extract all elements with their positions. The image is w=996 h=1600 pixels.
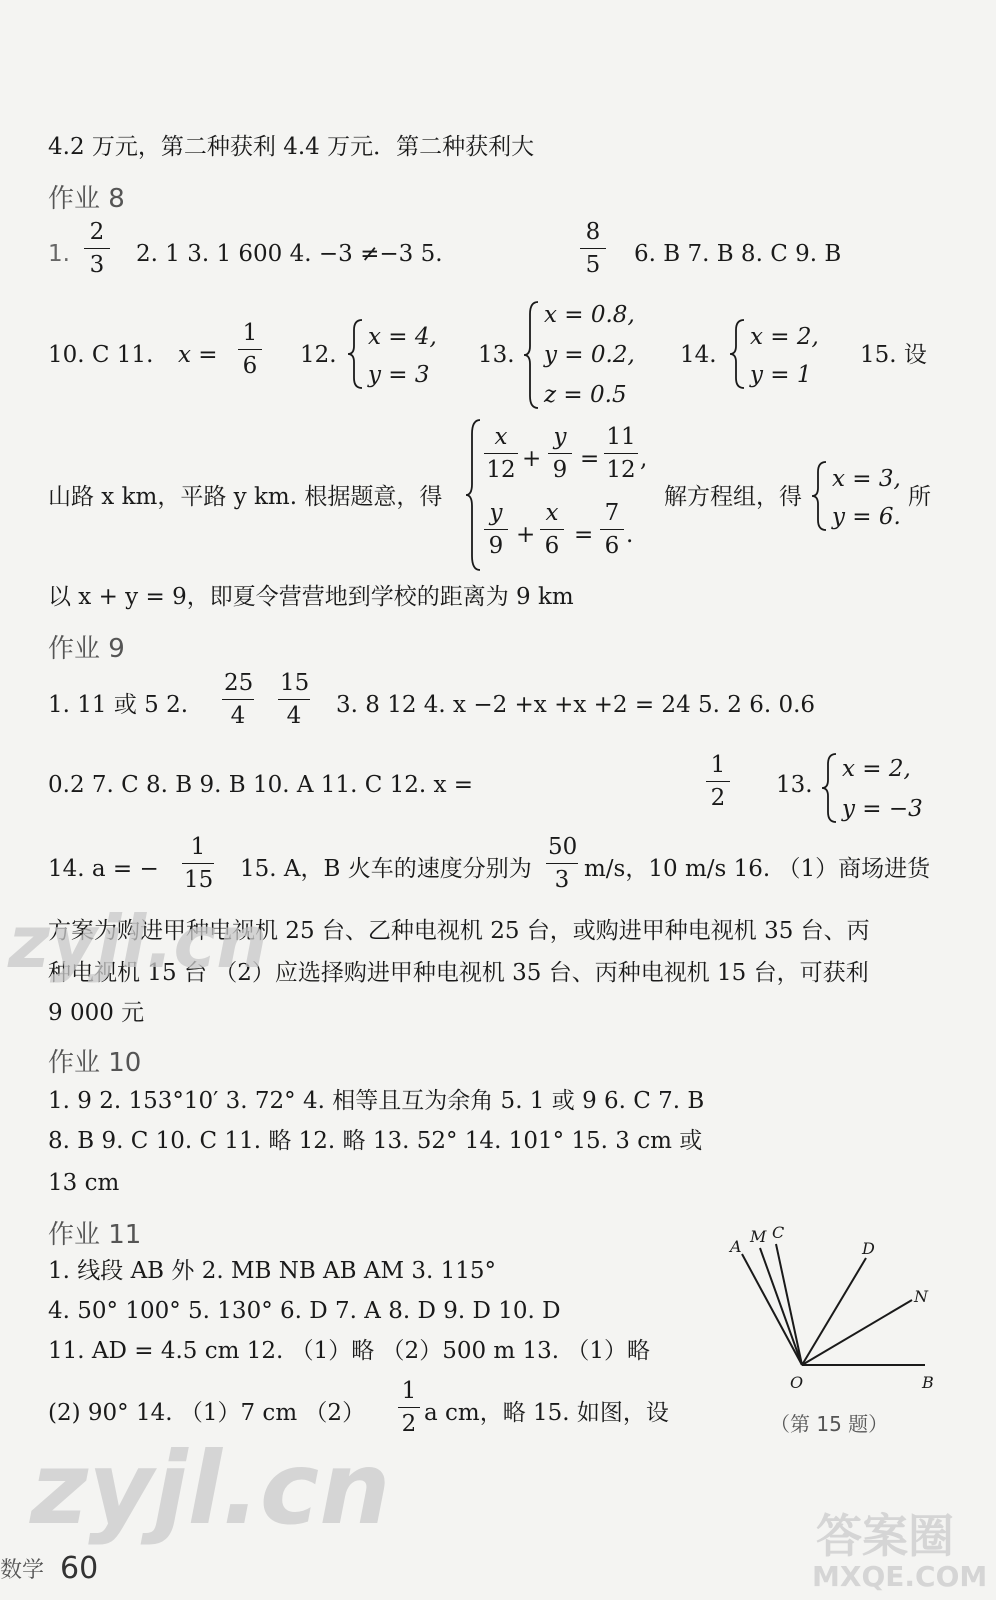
hw9-line3-start: 14. a = − xyxy=(48,856,159,882)
fraction: 15 4 xyxy=(280,670,310,729)
hw8-line2-end: 15. 设 xyxy=(860,342,927,368)
section-title-hw10: 作业 10 xyxy=(48,1048,142,1078)
hw11-line4-end: a cm，略 15. 如图，设 xyxy=(424,1400,669,1426)
hw8-line1-start: 1. xyxy=(48,241,70,267)
brace-icon xyxy=(810,460,830,532)
label-N: N xyxy=(914,1287,928,1306)
equation-text: x = xyxy=(178,342,218,368)
hw10-line1: 1. 9 2. 153°10′ 3. 72° 4. 相等且互为余角 5. 1 或 9 6. C 7. B xyxy=(48,1088,705,1114)
page-number: 60 xyxy=(60,1551,99,1586)
brace-icon xyxy=(728,318,748,390)
hw11-line4-start: (2) 90° 14. （1）7 cm （2） xyxy=(48,1400,366,1426)
hw9-line6: 9 000 元 xyxy=(48,1000,145,1026)
ray-OD xyxy=(802,1258,866,1365)
brace-icon xyxy=(820,752,840,824)
hw10-line3: 13 cm xyxy=(48,1170,120,1196)
hw11-line2: 4. 50° 100° 5. 130° 6. D 7. A 8. D 9. D 10. D xyxy=(48,1298,561,1324)
system-row: z = 0.5 xyxy=(544,382,627,408)
hw9-line1-start: 1. 11 或 5 2. xyxy=(48,692,189,718)
system-row: y = 6. xyxy=(832,504,901,530)
system-row: x = 3, xyxy=(832,466,901,492)
hw8-line1-end: 6. B 7. B 8. C 9. B xyxy=(634,241,842,267)
label-B: B xyxy=(922,1373,934,1392)
hw9-line5: 种电视机 15 台 （2）应选择购进甲种电视机 35 台、丙种电视机 15 台，可获利 xyxy=(48,960,869,986)
system-row: x = 2, xyxy=(750,324,819,350)
fraction: 2 3 xyxy=(84,221,110,277)
hw9-line2-start: 0.2 7. C 8. B 9. B 10. A 11. C 12. x = xyxy=(48,772,474,798)
system-row: x = 0.8, xyxy=(544,302,635,328)
hw8-line1-mid: 2. 1 3. 1 600 4. −3 ≠−3 5. xyxy=(136,241,443,267)
section-title-hw11: 作业 11 xyxy=(48,1220,142,1250)
watermark: zyjl.cn xyxy=(8,900,268,984)
system-row: x = 2, xyxy=(842,756,911,782)
fraction: 1 2 xyxy=(398,1380,420,1436)
fraction: 25 4 xyxy=(224,670,254,729)
brace-icon xyxy=(346,318,366,390)
brace-icon xyxy=(464,418,484,572)
top-line: 4.2 万元，第二种获利 4.4 万元．第二种获利大 xyxy=(48,134,535,160)
fraction: 1 6 xyxy=(238,322,262,378)
system-row: y = 3 xyxy=(368,362,430,388)
question-number: 13. xyxy=(478,342,515,368)
hw9-line3-mid: 15. A，B 火车的速度分别为 xyxy=(240,856,532,882)
equation-system: x 12 + y 9 = 11 12 , y 9 + x 6 = 7 6 . xyxy=(464,418,664,578)
fraction: 50 3 xyxy=(548,834,578,893)
hw11-line1: 1. 线段 AB 外 2. MB NB AB AM 3. 115° xyxy=(48,1258,497,1284)
brace-icon xyxy=(522,300,542,410)
hw8-line3-text: 所 xyxy=(908,484,931,510)
hw9-line4: 方案为购进甲种电视机 25 台、乙种电视机 25 台，或购进甲种电视机 35 台、丙 xyxy=(48,918,870,944)
section-title-hw8: 作业 8 xyxy=(48,184,125,214)
label-C: C xyxy=(772,1223,785,1242)
fraction: 1 15 xyxy=(184,834,214,893)
hw8-line3-text: 山路 x km，平路 y km. 根据题意，得 xyxy=(48,484,443,510)
label-M: M xyxy=(750,1227,767,1246)
ray-ON xyxy=(802,1300,912,1365)
hw8-line2-start: 10. C 11. xyxy=(48,342,154,368)
figure-caption: （第 15 题） xyxy=(770,1412,889,1436)
hw8-line3-text: 解方程组，得 xyxy=(664,484,802,510)
fraction: 8 5 xyxy=(580,221,606,277)
fraction: 1 2 xyxy=(706,754,730,810)
system-row: x = 4, xyxy=(368,324,437,350)
system-row: y = 0.2, xyxy=(544,342,635,368)
label-D: D xyxy=(862,1239,875,1258)
watermark: zyjl.cn xyxy=(30,1430,391,1547)
footer-subject: 数学 xyxy=(0,1558,45,1583)
label-O: O xyxy=(790,1373,804,1392)
ray-OA xyxy=(742,1254,802,1365)
hw9-line3-end: m/s，10 m/s 16. （1）商场进货 xyxy=(584,856,931,882)
label-A: A xyxy=(730,1237,742,1256)
hw8-line4: 以 x + y = 9，即夏令营营地到学校的距离为 9 km xyxy=(48,584,574,610)
section-title-hw9: 作业 9 xyxy=(48,634,125,664)
question-number: 13. xyxy=(776,772,813,798)
hw10-line2: 8. B 9. C 10. C 11. 略 12. 略 13. 52° 14. 101° 15. 3 cm 或 xyxy=(48,1128,703,1154)
system-row: y = −3 xyxy=(842,796,923,822)
hw11-line3: 11. AD = 4.5 cm 12. （1）略 （2）500 m 13. （1）略 xyxy=(48,1338,651,1364)
system-row: y = 1 xyxy=(750,362,812,388)
question-number: 14. xyxy=(680,342,717,368)
hw9-line1-end: 3. 8 12 4. x −2 +x +x +2 = 24 5. 2 6. 0.6 xyxy=(336,692,816,718)
question-number: 12. xyxy=(300,342,337,368)
watermark-logo: 答案圈 xyxy=(816,1509,954,1563)
watermark-logo-text: MXQE.COM xyxy=(812,1560,988,1593)
